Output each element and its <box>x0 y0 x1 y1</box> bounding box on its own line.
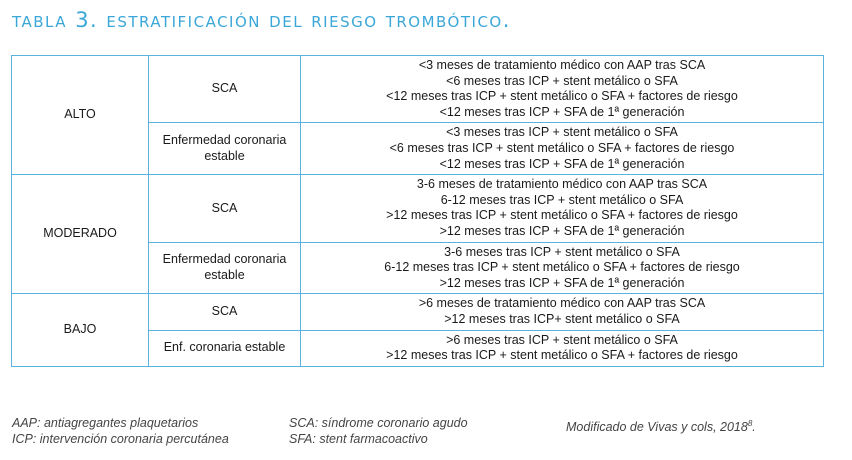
condition-line: SCA <box>211 304 238 319</box>
condition-line: Enfermedad coronaria <box>162 252 287 267</box>
risk-level-label: MODERADO <box>43 226 117 241</box>
condition-cell <box>149 175 301 242</box>
source-ref: 8 <box>747 419 753 428</box>
criteria-line: <6 meses tras ICP + stent metálico o SFA + factores de riesgo <box>389 140 735 155</box>
footnote-aap: AAP: antiagregantes plaquetarios <box>12 416 199 430</box>
footnote-icp: ICP: intervención coronaria percutánea <box>12 431 229 446</box>
footnote-sca: SCA: síndrome coronario agudo <box>289 416 468 430</box>
footnote-source <box>566 416 756 436</box>
criteria-line: 6-12 meses tras ICP + stent metálico o SFA + factores de riesgo <box>384 260 740 275</box>
table-title: tabla 3. estratificación del riesgo trombótico. <box>12 8 511 32</box>
condition-cell <box>149 294 301 330</box>
criteria-cell <box>301 330 824 366</box>
footnote-abbreviations-left <box>12 416 229 447</box>
criteria-line: >12 meses tras ICP + stent metálico o SFA + factores de riesgo <box>386 348 738 363</box>
criteria-line: <3 meses de tratamiento médico con AAP tras SCA <box>418 58 706 72</box>
condition-line: Enf. coronaria estable <box>163 340 286 355</box>
criteria-line: >6 meses de tratamiento médico con AAP tras SCA <box>418 296 706 311</box>
criteria-line: >12 meses tras ICP+ stent metálico o SFA <box>444 311 680 326</box>
source-text: Modificado de Vivas y cols, 2018 <box>566 420 748 435</box>
criteria-line: 3-6 meses tras ICP + stent metálico o SFA <box>444 244 680 259</box>
footnote-abbreviations-right <box>289 416 468 447</box>
risk-level-cell <box>12 294 149 366</box>
criteria-line: >6 meses tras ICP + stent metálico o SFA <box>446 332 678 347</box>
condition-line: Enfermedad coronaria <box>162 133 287 148</box>
criteria-cell <box>301 123 824 175</box>
criteria-cell <box>301 294 824 330</box>
risk-level-label: ALTO <box>64 107 96 122</box>
criteria-line: >12 meses tras ICP + SFA de 1ª generación <box>439 275 685 290</box>
condition-line: estable <box>204 267 245 282</box>
condition-line: SCA <box>211 81 238 96</box>
criteria-cell <box>301 56 824 123</box>
condition-line: estable <box>204 148 245 163</box>
criteria-line: 3-6 meses de tratamiento médico con AAP tras SCA <box>416 177 708 192</box>
source-end: . <box>752 420 756 435</box>
criteria-line: >12 meses tras ICP + SFA de 1ª generación <box>439 223 685 238</box>
risk-table <box>11 55 824 367</box>
criteria-line: <6 meses tras ICP + stent metálico o SFA <box>446 73 678 88</box>
table-row <box>12 175 824 242</box>
risk-level-label: BAJO <box>63 322 97 337</box>
condition-cell <box>149 56 301 123</box>
criteria-cell <box>301 242 824 294</box>
criteria-line: <3 meses tras ICP + stent metálico o SFA <box>446 125 678 140</box>
condition-line: SCA <box>211 200 238 215</box>
condition-cell <box>149 242 301 294</box>
risk-level-cell <box>12 56 149 175</box>
criteria-line: >12 meses tras ICP + stent metálico o SFA + factores de riesgo <box>386 208 738 223</box>
criteria-cell <box>301 175 824 242</box>
condition-cell <box>149 330 301 366</box>
footnote-sfa: SFA: stent farmacoactivo <box>289 431 428 446</box>
table-row <box>12 56 824 123</box>
criteria-line: <12 meses tras ICP + SFA de 1ª generación <box>439 104 685 119</box>
risk-level-cell <box>12 175 149 294</box>
criteria-line: <12 meses tras ICP + SFA de 1ª generación <box>439 156 685 171</box>
criteria-line: 6-12 meses tras ICP + stent metálico o SFA <box>440 192 684 207</box>
criteria-line: <12 meses tras ICP + stent metálico o SFA + factores de riesgo <box>386 89 738 104</box>
condition-cell <box>149 123 301 175</box>
table-row <box>12 294 824 330</box>
